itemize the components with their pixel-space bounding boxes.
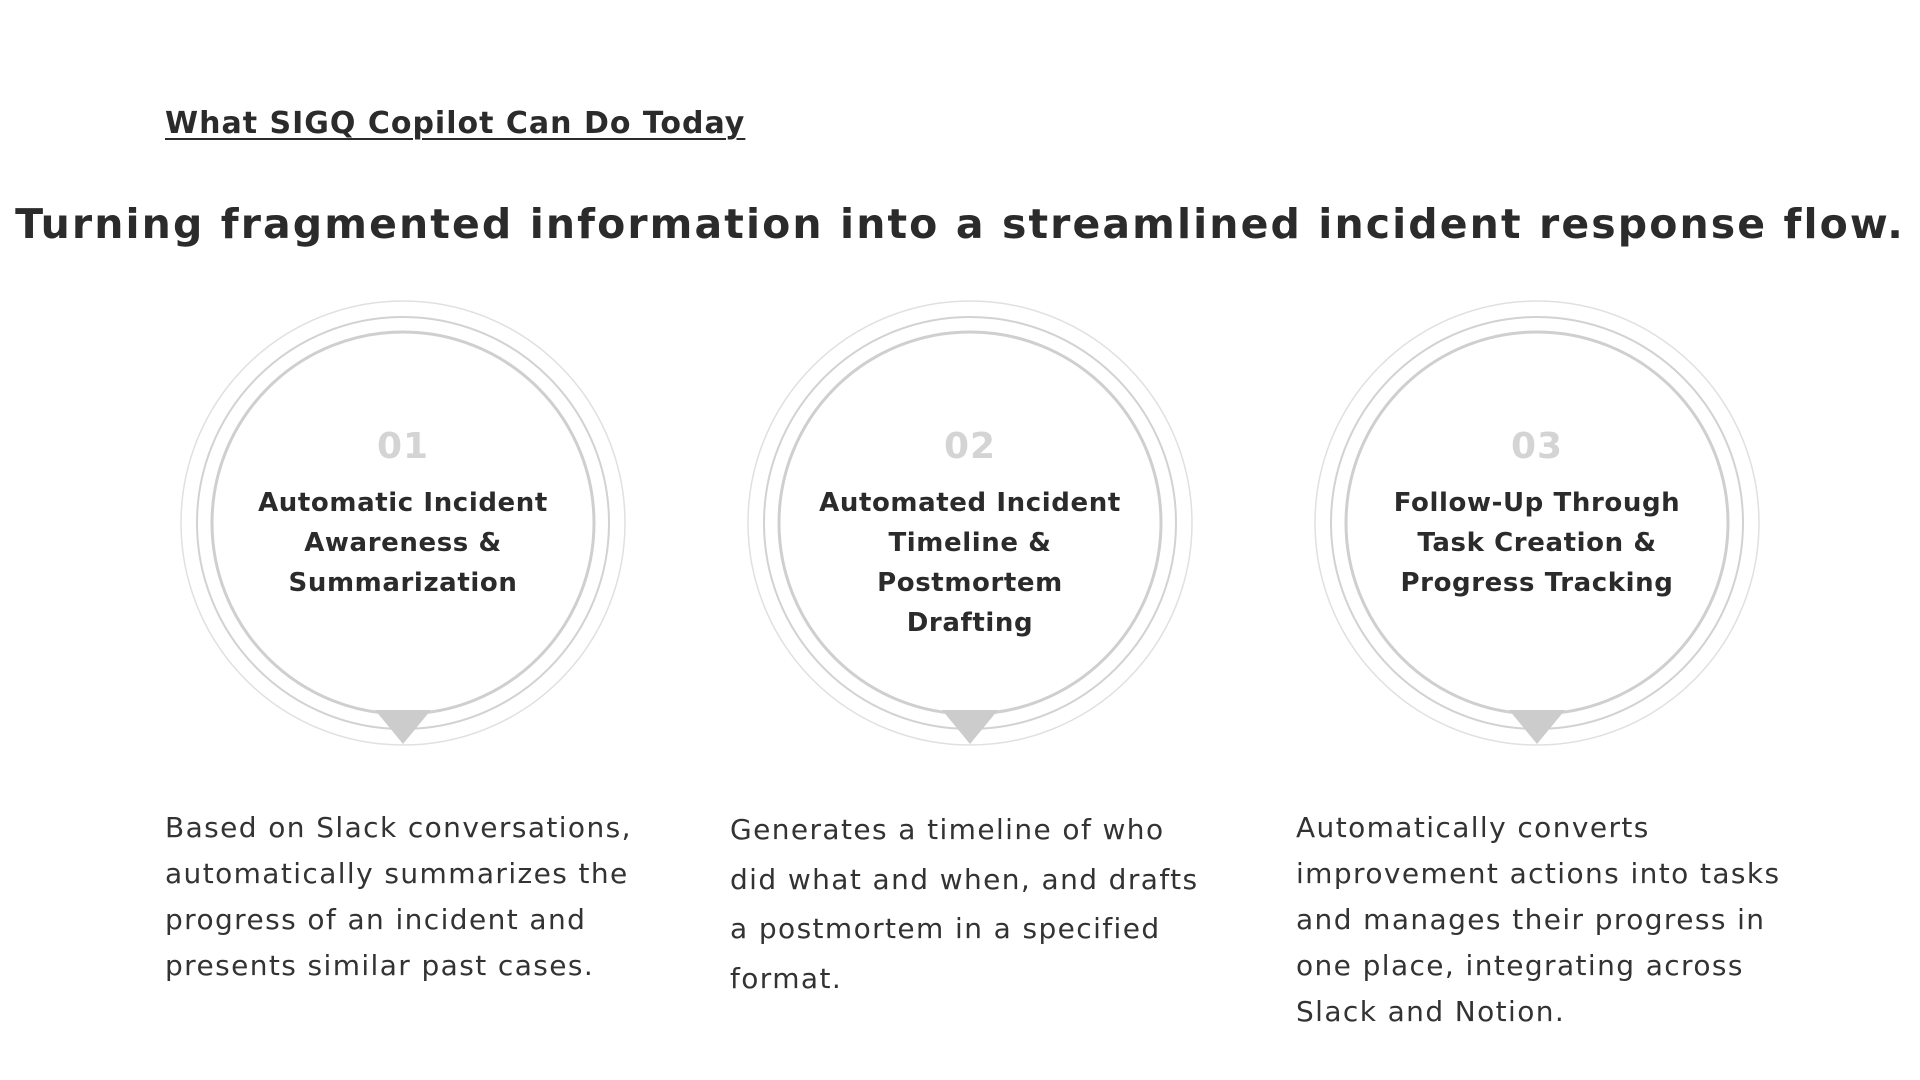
headline: Turning fragmented information into a streamlined incident response flow. xyxy=(15,200,1905,248)
feature-title: Follow-Up Through Task Creation & Progress Tracking xyxy=(1393,488,1681,598)
feature-title: Automated Incident Timeline & Postmortem Drafting xyxy=(819,488,1121,638)
feature-description: Generates a timeline of who did what and when, and drafts a postmortem in a specified format. xyxy=(730,813,1199,995)
feature-number: 02 xyxy=(943,426,997,467)
feature-card-2 xyxy=(745,298,1195,748)
feature-card-3 xyxy=(1312,298,1762,748)
pointer-triangle-icon xyxy=(1509,710,1565,744)
feature-description: Automatically converts improvement actions into tasks and manages their progress in one place, integrating across Slack and Notion. xyxy=(1296,811,1781,1028)
feature-number: 03 xyxy=(1510,426,1564,467)
feature-number: 01 xyxy=(376,426,430,467)
feature-card-1 xyxy=(178,298,628,748)
feature-description: Based on Slack conversations, automatically summarizes the progress of an incident and presents similar past cases. xyxy=(165,811,632,982)
pointer-triangle-icon xyxy=(375,710,431,744)
feature-title: Automatic Incident Awareness & Summarization xyxy=(258,488,548,598)
pointer-triangle-icon xyxy=(942,710,998,744)
section-label: What SIGQ Copilot Can Do Today xyxy=(165,106,746,141)
